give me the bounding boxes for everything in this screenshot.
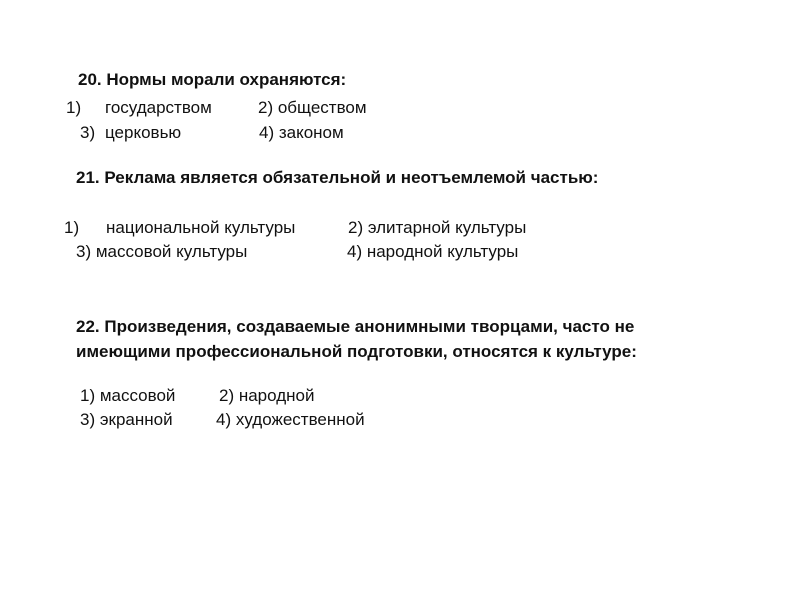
option-1-text: государством xyxy=(105,98,212,117)
option-3-text: 3) массовой культуры xyxy=(76,242,248,261)
question-22-options-row-2 xyxy=(80,410,480,430)
question-21-options-row-1 xyxy=(64,218,624,238)
question-20-title: 20. Нормы морали охраняются: xyxy=(78,70,347,89)
question-22-title-line-2: имеющими профессиональной подготовки, относятся к культуре: xyxy=(76,342,637,361)
option-marker: 1) xyxy=(66,98,82,117)
option-4-text: 4) народной культуры xyxy=(347,242,519,261)
question-21-title: 21. Реклама является обязательной и неотъемлемой частью: xyxy=(76,168,599,187)
option-marker: 1) xyxy=(64,218,80,237)
option-4-text: 4) законом xyxy=(259,123,344,142)
question-20-options-row-2 xyxy=(80,123,480,143)
option-4-text: 4) художественной xyxy=(216,410,365,429)
question-22-options-row-1 xyxy=(80,386,480,406)
option-3-text: церковью xyxy=(105,123,182,142)
option-3-text: 3) экранной xyxy=(80,410,173,429)
option-1-text: национальной культуры xyxy=(106,218,296,237)
option-2-text: 2) народной xyxy=(219,386,315,405)
option-1-text: 1) массовой xyxy=(80,386,176,405)
question-22-title-line-1: 22. Произведения, создаваемые анонимными творцами, часто не xyxy=(76,317,635,336)
question-20-options-row-1 xyxy=(66,98,466,118)
question-21-options-row-2 xyxy=(76,242,636,262)
option-2-text: 2) обществом xyxy=(258,98,367,117)
option-marker: 3) xyxy=(80,123,96,142)
option-2-text: 2) элитарной культуры xyxy=(348,218,527,237)
